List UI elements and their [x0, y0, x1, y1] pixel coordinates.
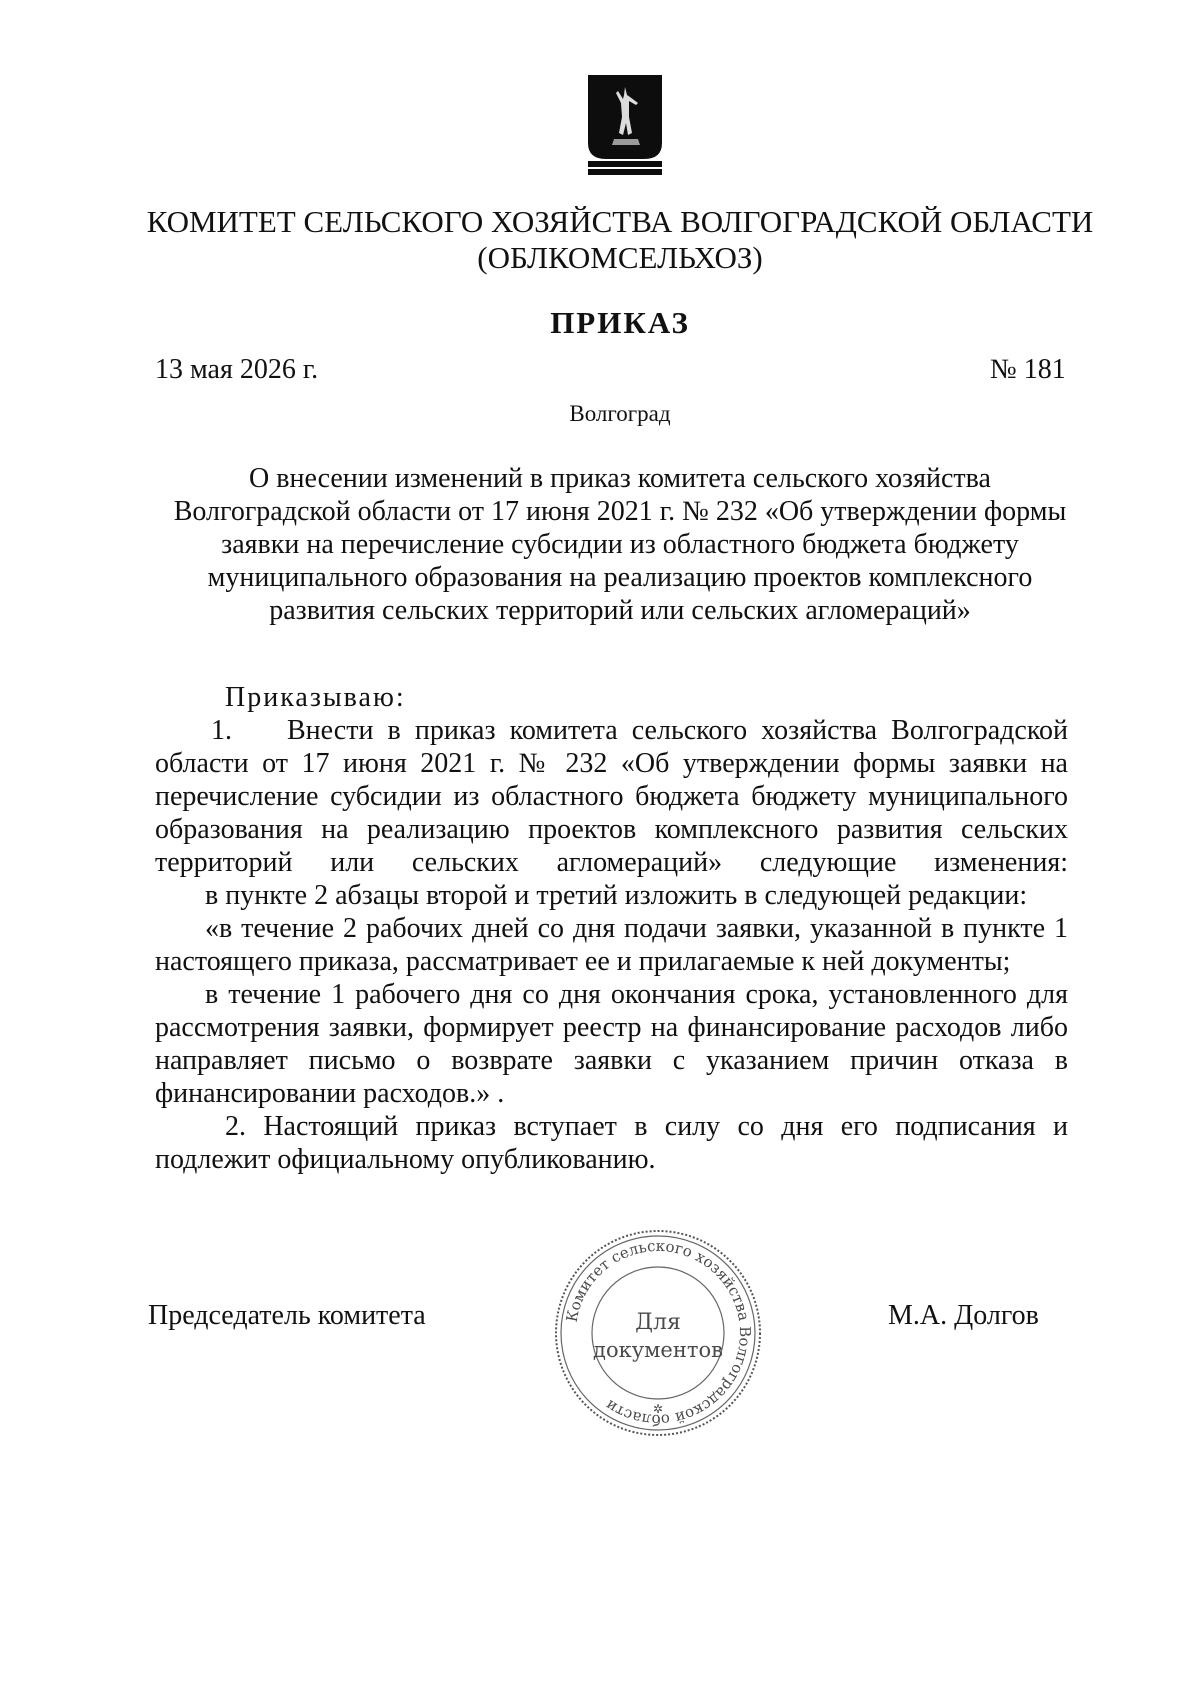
document-type-title: ПРИКАЗ	[550, 305, 690, 340]
document-number: № 181	[990, 354, 1066, 385]
signer-position: Председатель комитета	[148, 1300, 426, 1331]
document-body	[155, 681, 1068, 1176]
stamp-star-icon: ✲	[652, 1402, 664, 1416]
subject-line: развития сельских территорий или сельских агломераций»	[269, 595, 971, 626]
item-1-paragraph	[155, 714, 1068, 879]
organization-name: КОМИТЕТ СЕЛЬСКОГО ХОЗЯЙСТВА ВОЛГОГРАДСКОЙ ОБЛАСТИ	[146, 204, 1094, 239]
order-intro: Приказываю:	[225, 682, 406, 713]
quote-paragraph-1: «в течение 2 рабочих дней со дня подачи заявки, указанной в пункте 1 настоящего приказа, рассматривает ее и прилагаемые к ней документы;	[155, 913, 1068, 977]
document-date: 13 мая 2026 г.	[155, 354, 319, 385]
official-stamp	[552, 1227, 764, 1439]
item-1-text: Внести в приказ комитета сельского хозяйства Волгоградской области от 17 июня 2021 г. № 232 «Об утверждении формы заявки на перечисление субсидии из областного бюджета бюджету муниципального образования на реализацию проектов комплексного развития сельских территорий или сельских агломераций» следующие изменения:	[155, 715, 1068, 878]
stamp-center-line-2: документов	[593, 1338, 723, 1362]
document-subject	[140, 462, 1100, 627]
point-2-intro: в пункте 2 абзацы второй и третий изложить в следующей редакции:	[205, 880, 1028, 911]
subject-line: О внесении изменений в приказ комитета сельского хозяйства	[249, 463, 991, 494]
document-city: Волгоград	[569, 401, 671, 426]
quote-paragraph-2: в течение 1 рабочего дня со дня окончания срока, установленного для рассмотрения заявки, формирует реестр на финансирование расходов либо направляет письмо о возврате заявки с указанием причин отказа в финансировании расходов.» .	[155, 979, 1068, 1109]
subject-line: заявки на перечисление субсидии из областного бюджета бюджету	[221, 529, 1019, 560]
organization-abbreviation: (ОБЛКОМСЕЛЬХОЗ)	[477, 240, 763, 275]
signer-name: М.А. Долгов	[888, 1300, 1039, 1331]
coat-of-arms-emblem	[586, 73, 664, 177]
item-1-number: 1.	[211, 715, 232, 746]
stamp-ring-text: Комитет сельского хозяйства Волгоградской области	[562, 1236, 755, 1430]
subject-line: Волгоградской области от 17 июня 2021 г. № 232 «Об утверждении формы	[173, 496, 1067, 527]
stamp-center-line-1: Для	[635, 1310, 681, 1335]
item-2-paragraph: 2. Настоящий приказ вступает в силу со дня его подписания и подлежит официальному опубликованию.	[155, 1111, 1068, 1175]
subject-line: муниципального образования на реализацию проектов комплексного	[207, 562, 1033, 593]
